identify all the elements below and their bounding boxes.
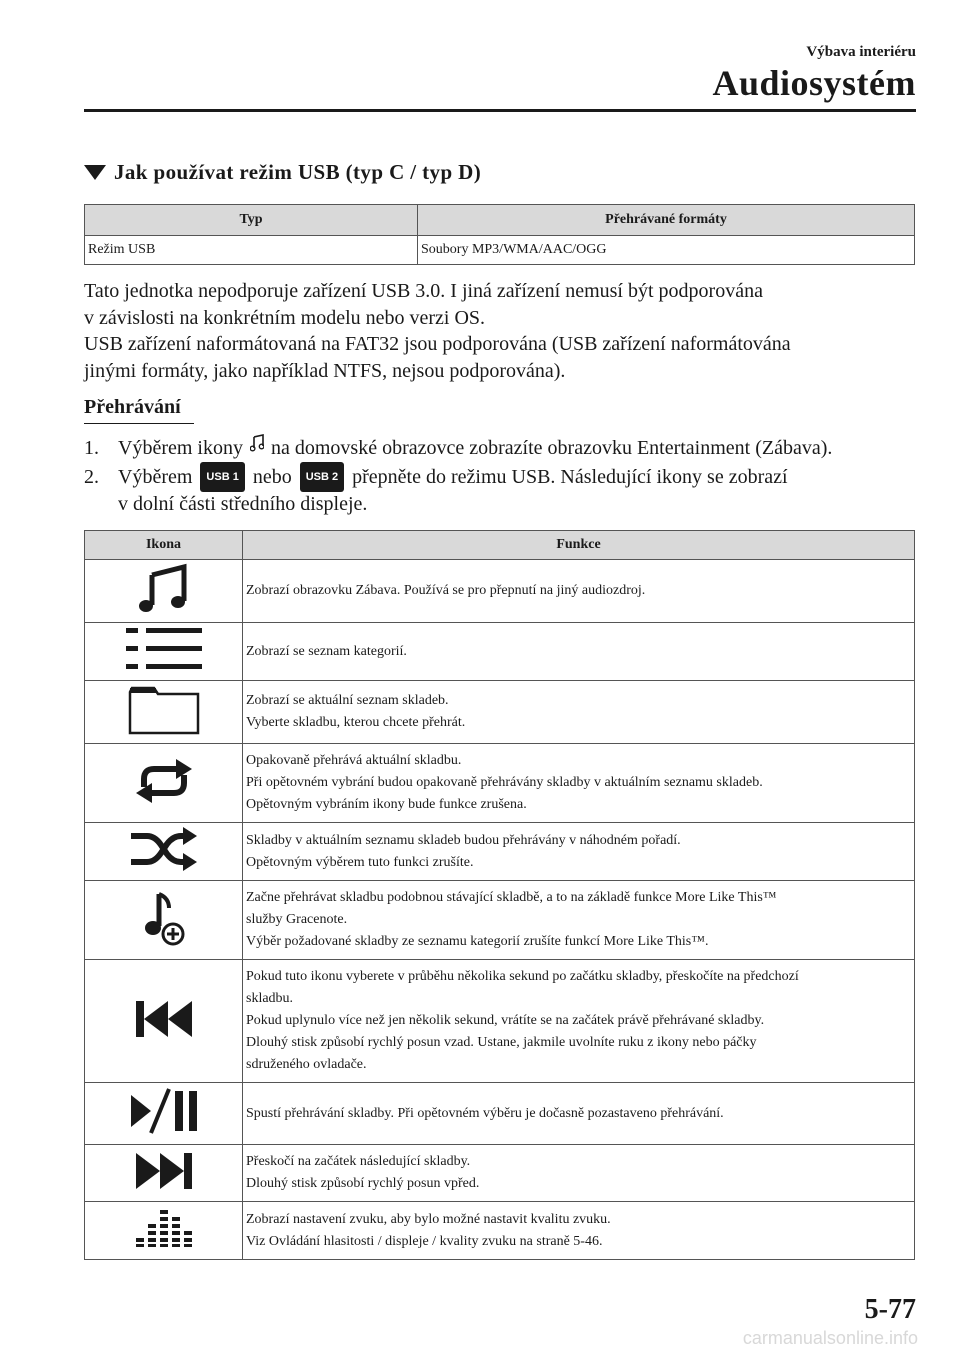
table-row [85,1145,915,1202]
play-pause-icon [129,1087,199,1135]
format-cell-formats: Soubory MP3/WMA/AAC/OGG [418,236,915,265]
category-list-icon [124,626,204,672]
function-line: Viz Ovládání hlasitosti / displeje / kvality zvuku na straně 5-46. [246,1233,603,1249]
music-note-inline-icon [250,434,264,452]
function-line: Pokud tuto ikonu vyberete v průběhu několika sekund po začátku skladby, přeskočíte na předchozí [246,969,799,984]
function-line: Pokud uplynulo více než jen několik sekund, vrátíte se na začátek právě přehrávané skladby. [246,1013,765,1028]
function-line: Zobrazí se aktuální seznam skladeb. [246,693,449,708]
table-row [85,236,915,265]
table-row [85,1202,915,1260]
function-cell [243,1202,915,1260]
table-row [85,1083,915,1145]
step-1 [84,434,832,462]
icon-cell [85,823,243,881]
step-number: 2. [84,466,99,488]
usb1-key: USB 1 [200,462,244,492]
format-cell-type: Režim USB [85,236,418,265]
step-2 [84,462,788,492]
intro-line: v závislosti na konkrétním modelu nebo verzi OS. [84,307,486,329]
table-row [85,881,915,960]
icon-header: Ikona [85,531,243,560]
function-line: Začne přehrávat skladbu podobnou stávající skladbě, a to na základě funkce More Like This™ [246,890,777,905]
sound-settings-icon [134,1208,194,1248]
playback-heading: Přehrávání [84,396,181,418]
function-line: Zobrazí nastavení zvuku, aby bylo možné nastavit kvalitu zvuku. [246,1211,611,1227]
icon-cell [85,681,243,744]
function-line: Opakovaně přehrává aktuální skladbu. [246,753,462,768]
more-like-this-icon [143,890,185,946]
icon-cell [85,1083,243,1145]
chapter-subtitle: Výbava interiéru [806,44,916,60]
shuffle-icon [129,827,199,871]
function-cell [243,560,915,623]
function-cell [243,623,915,681]
table-row [85,960,915,1083]
function-cell [243,960,915,1083]
function-line: Zobrazí se seznam kategorií. [246,643,407,659]
function-line: Při opětovném vybrání budou opakovaně přehrávány skladby v aktuálním seznamu skladeb. [246,775,763,790]
function-line: Dlouhý stisk způsobí rychlý posun vzad. Ustane, jakmile uvolníte ruku z ikony nebo páčky [246,1035,757,1050]
icon-cell [85,744,243,823]
next-track-icon [134,1151,194,1191]
table-row [85,560,915,623]
table-row [85,681,915,744]
function-cell [243,744,915,823]
folder-icon [128,685,200,735]
step-text: na domovské obrazovce zobrazíte obrazovku Entertainment (Zábava). [270,437,833,459]
function-line: Opětovným výběrem tuto funkci zrušíte. [246,854,474,870]
heading-underline [84,423,194,424]
header-rule [84,109,916,112]
function-line: Opětovným vybráním ikony bude funkce zrušena. [246,797,527,812]
step-text: nebo [252,466,292,488]
step-text: Výběrem [118,466,193,488]
table-row [85,623,915,681]
format-header-formats: Přehrávané formáty [418,205,915,236]
function-line: Dlouhý stisk způsobí rychlý posun vpřed. [246,1176,480,1191]
intro-line: USB zařízení naformátovaná na FAT32 jsou podporována (USB zařízení naformátována [84,333,791,355]
function-line: Výběr požadované skladby ze seznamu kategorií zrušíte funkcí More Like This™. [246,934,709,949]
function-line: Přeskočí na začátek následující skladby. [246,1154,471,1169]
function-header: Funkce [243,531,915,560]
step-text: přepněte do režimu USB. Následující ikony se zobrazí [352,466,788,488]
step-2-continuation: v dolní části středního displeje. [118,493,368,515]
function-line: Vyberte skladbu, kterou chcete přehrát. [246,715,466,730]
icon-cell [85,560,243,623]
function-cell [243,1145,915,1202]
previous-track-icon [134,999,194,1039]
step-text: Výběrem ikony [118,437,243,459]
icon-table [84,530,915,1260]
icon-cell [85,1202,243,1260]
watermark: carmanualsonline.info [742,1328,918,1348]
function-line: Spustí přehrávání skladby. Při opětovném výběru je dočasně pozastaveno přehrávání. [246,1105,724,1121]
format-table [84,204,915,265]
function-line: Zobrazí obrazovku Zábava. Používá se pro přepnutí na jiný audiozdroj. [246,583,646,598]
function-line: Skladby v aktuálním seznamu skladeb budou přehrávány v náhodném pořadí. [246,832,681,848]
icon-cell [85,960,243,1083]
music-note-icon [136,563,192,615]
function-cell [243,823,915,881]
function-cell [243,881,915,960]
intro-line: jinými formáty, jako například NTFS, nejsou podporována). [84,360,566,382]
function-line: sdruženého ovladače. [246,1057,367,1072]
function-line: skladbu. [246,991,294,1006]
function-cell [243,681,915,744]
function-line: služby Gracenote. [246,912,348,927]
icon-cell [85,1145,243,1202]
icon-cell [85,881,243,960]
repeat-icon [134,759,194,803]
table-row [85,823,915,881]
usb2-key: USB 2 [300,462,344,492]
function-cell [243,1083,915,1145]
section-marker-icon [84,165,106,180]
chapter-title: Audiosystém [712,63,916,103]
icon-cell [85,623,243,681]
page-number: 5-77 [864,1294,916,1325]
section-title-text: Jak používat režim USB (typ C / typ D) [114,160,482,184]
section-title [84,160,481,185]
table-row [85,744,915,823]
step-number: 1. [84,437,99,459]
intro-line: Tato jednotka nepodporuje zařízení USB 3.0. I jiná zařízení nemusí být podporována [84,280,763,302]
format-header-type: Typ [85,205,418,236]
